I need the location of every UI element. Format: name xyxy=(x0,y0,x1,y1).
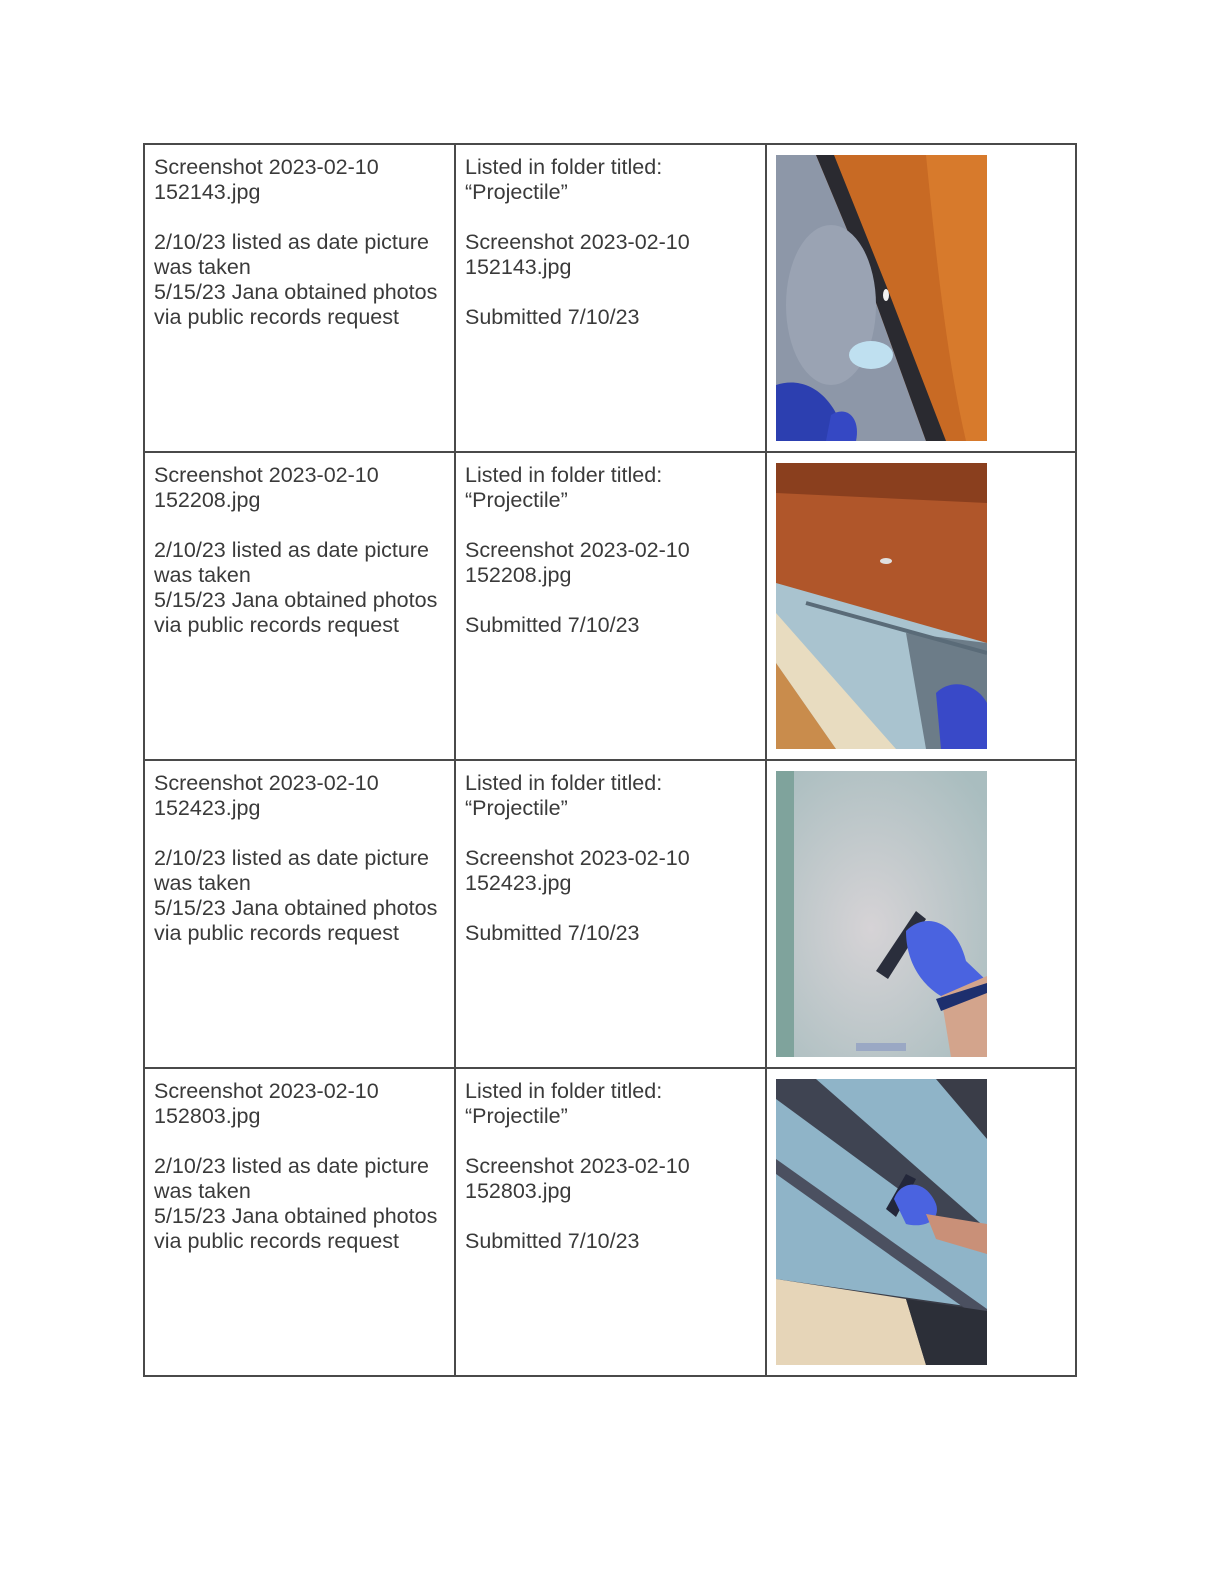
note-line: via public records request xyxy=(154,921,399,945)
folder-info-cell xyxy=(455,452,766,760)
folder-info-cell xyxy=(455,760,766,1068)
table-row xyxy=(144,760,1076,1068)
file-label-line: Screenshot 2023-02-10 xyxy=(154,155,379,179)
file-ref-line: Screenshot 2023-02-10 xyxy=(465,538,690,562)
submitted-line: Submitted 7/10/23 xyxy=(465,613,640,637)
photo-cell xyxy=(766,144,1076,452)
note-line: via public records request xyxy=(154,305,399,329)
file-info-cell xyxy=(144,452,455,760)
folder-info-cell xyxy=(455,144,766,452)
note-line: via public records request xyxy=(154,613,399,637)
note-line: 5/15/23 Jana obtained photos xyxy=(154,280,438,304)
file-label-line: 152803.jpg xyxy=(154,1104,261,1128)
note-line: 2/10/23 listed as date picture xyxy=(154,846,429,870)
folder-label-line: Listed in folder titled: xyxy=(465,771,663,795)
note-line: 5/15/23 Jana obtained photos xyxy=(154,896,438,920)
file-label-line: Screenshot 2023-02-10 xyxy=(154,463,379,487)
folder-label-line: Listed in folder titled: xyxy=(465,1079,663,1103)
submitted-line: Submitted 7/10/23 xyxy=(465,921,640,945)
folder-info-cell xyxy=(455,1068,766,1376)
file-label-line: 152143.jpg xyxy=(154,180,261,204)
evidence-table xyxy=(143,143,1077,1377)
note-line: via public records request xyxy=(154,1229,399,1253)
file-label-line: 152208.jpg xyxy=(154,488,261,512)
evidence-photo xyxy=(776,771,987,1057)
note-line: 5/15/23 Jana obtained photos xyxy=(154,588,438,612)
note-line: was taken xyxy=(154,255,251,279)
evidence-photo xyxy=(776,1079,987,1365)
evidence-photo xyxy=(776,463,987,749)
file-ref-line: Screenshot 2023-02-10 xyxy=(465,846,690,870)
file-info-cell xyxy=(144,760,455,1068)
note-line: 2/10/23 listed as date picture xyxy=(154,538,429,562)
file-info-cell xyxy=(144,144,455,452)
folder-label-line: “Projectile” xyxy=(465,180,568,204)
file-ref-line: 152143.jpg xyxy=(465,255,572,279)
photo-cell xyxy=(766,1068,1076,1376)
note-line: 2/10/23 listed as date picture xyxy=(154,1154,429,1178)
note-line: was taken xyxy=(154,871,251,895)
photo-cell xyxy=(766,452,1076,760)
note-line: was taken xyxy=(154,563,251,587)
table-row xyxy=(144,144,1076,452)
folder-label-line: “Projectile” xyxy=(465,488,568,512)
file-label-line: Screenshot 2023-02-10 xyxy=(154,1079,379,1103)
submitted-line: Submitted 7/10/23 xyxy=(465,305,640,329)
submitted-line: Submitted 7/10/23 xyxy=(465,1229,640,1253)
file-info-cell xyxy=(144,1068,455,1376)
folder-label-line: Listed in folder titled: xyxy=(465,155,663,179)
file-ref-line: 152803.jpg xyxy=(465,1179,572,1203)
folder-label-line: Listed in folder titled: xyxy=(465,463,663,487)
photo-cell xyxy=(766,760,1076,1068)
note-line: was taken xyxy=(154,1179,251,1203)
table-row xyxy=(144,452,1076,760)
file-label-line: 152423.jpg xyxy=(154,796,261,820)
file-ref-line: Screenshot 2023-02-10 xyxy=(465,1154,690,1178)
evidence-photo xyxy=(776,155,987,441)
file-ref-line: 152208.jpg xyxy=(465,563,572,587)
table-row xyxy=(144,1068,1076,1376)
file-ref-line: Screenshot 2023-02-10 xyxy=(465,230,690,254)
folder-label-line: “Projectile” xyxy=(465,796,568,820)
note-line: 2/10/23 listed as date picture xyxy=(154,230,429,254)
file-ref-line: 152423.jpg xyxy=(465,871,572,895)
folder-label-line: “Projectile” xyxy=(465,1104,568,1128)
file-label-line: Screenshot 2023-02-10 xyxy=(154,771,379,795)
note-line: 5/15/23 Jana obtained photos xyxy=(154,1204,438,1228)
